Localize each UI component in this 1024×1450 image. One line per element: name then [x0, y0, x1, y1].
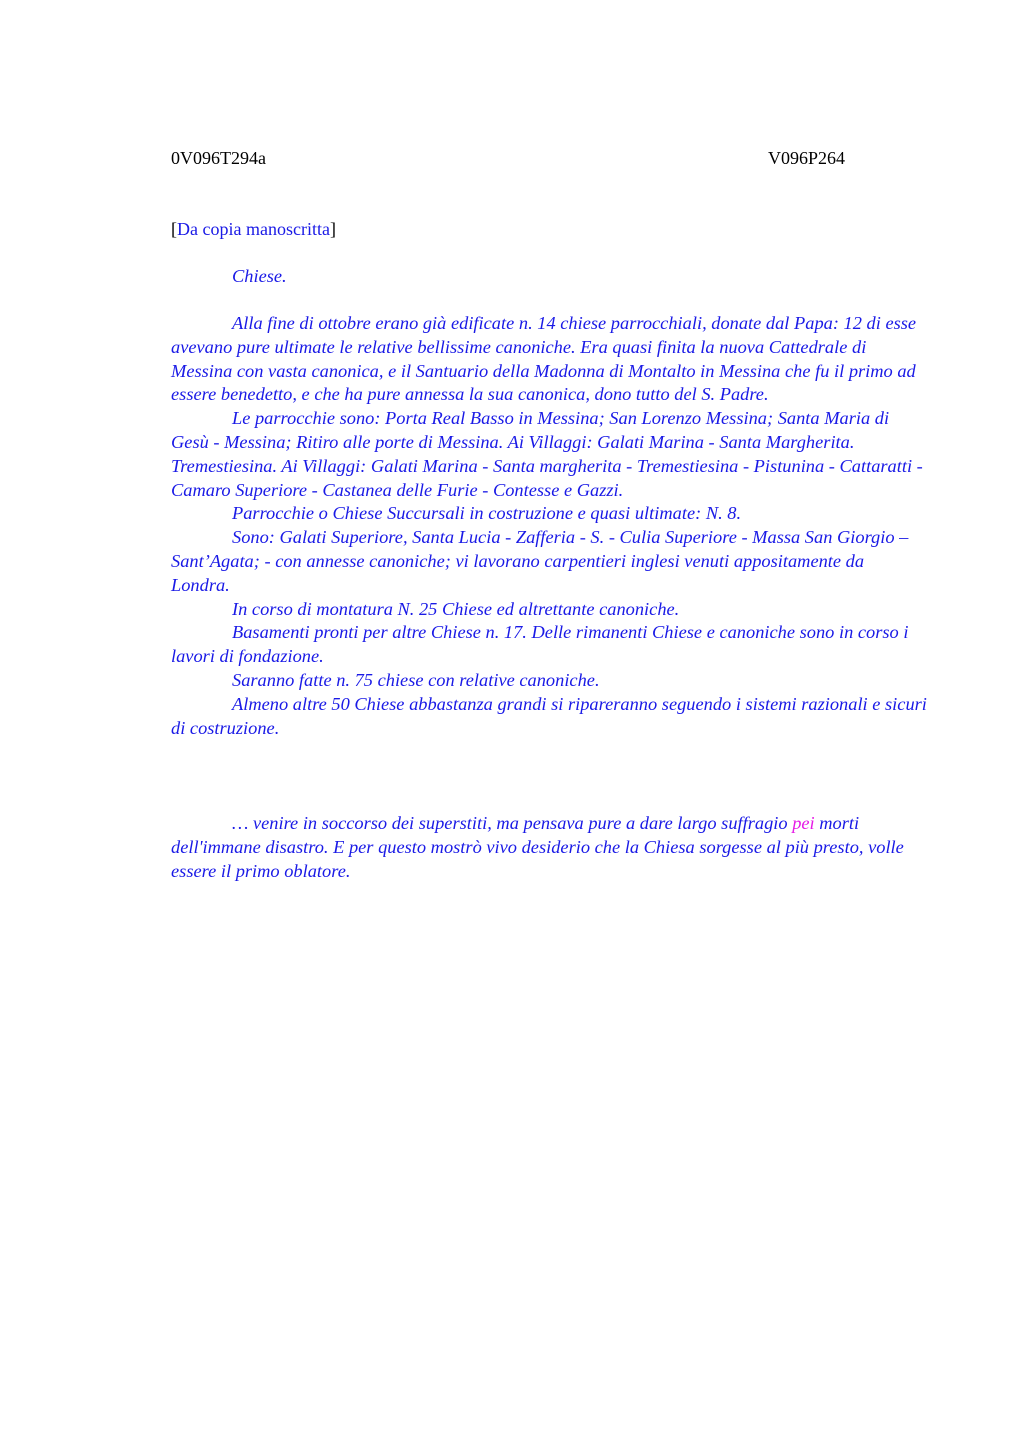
paragraph-cathedral: Alla fine di ottobre erano già edificate n. 14 chiese parrocchiali, donate dal Papa: 12 di esse avevano pure ultimate le relative bellissime canoniche. Era quasi finita la nuova Cattedrale di Messina con vasta canonica, e il Santuario della Madonna di Montalto in Messina che fu il primo ad essere benedetto, e che ha pure annessa la sua canonica, dono tutto del S. Padre.: [171, 313, 917, 405]
closing-text: [171, 812, 927, 883]
page-header: [171, 146, 845, 170]
document-code-left: 0V096T294a: [171, 148, 266, 168]
paragraph-total-churches: Saranno fatte n. 75 chiese con relative canoniche.: [232, 669, 600, 690]
closing-paragraph: [171, 812, 927, 883]
paragraph-foundations: Basamenti pronti per altre Chiese n. 17. Delle rimanenti Chiese e canoniche sono in corso i lavori di fondazione.: [171, 622, 909, 667]
main-text: [171, 312, 927, 740]
source-note-close-bracket: ]: [329, 219, 336, 239]
paragraph-parishes: Le parrocchie sono: Porta Real Basso in Messina; San Lorenzo Messina; Santa Maria di Gesù - Messina; Ritiro alle porte di Messina. Ai Villaggi: Galati Marina - Santa Margherita. Tremestiesina. Ai Villaggi: Galati Marina - Santa margherita - Tremestiesina - Pistunina - Cattaratti - Camaro Superiore - Castanea delle Furie - Contesse e Gazzi.: [171, 408, 923, 500]
section-title-block: [171, 265, 927, 289]
closing-part-2: morti dell'immane disastro. E per questo mostrò vivo desiderio che la Chiesa sorgesse al più presto, volle essere il primo oblatore.: [171, 813, 904, 881]
paragraph-succursals: Parrocchie o Chiese Succursali in costruzione e quasi ultimate: N. 8.: [232, 503, 742, 524]
section-title: Chiese.: [232, 266, 287, 286]
source-note-text: Da copia manoscritta: [177, 219, 330, 239]
closing-part-1: … venire in soccorso dei superstiti, ma pensava pure a dare largo suffragio: [232, 813, 793, 833]
source-note-open-bracket: [: [171, 219, 177, 239]
paragraph-succursal-list: Sono: Galati Superiore, Santa Lucia - Zafferia - S. - Culia Superiore - Massa San Giorgio – Sant’Agata; - con annesse canoniche; vi lavorano carpentieri inglesi venuti appositamente da Londra.: [171, 527, 909, 595]
document-page: [171, 0, 927, 1450]
paragraph-in-assembly: In corso di montatura N. 25 Chiese ed altrettante canoniche.: [232, 598, 680, 619]
closing-highlight-word: pei: [792, 813, 815, 833]
document-code-right: V096P264: [767, 148, 845, 168]
paragraph-repairs: Almeno altre 50 Chiese abbastanza grandi si ripareranno seguendo i sistemi razionali e sicuri di costruzione.: [171, 693, 927, 738]
source-note: [171, 217, 336, 241]
